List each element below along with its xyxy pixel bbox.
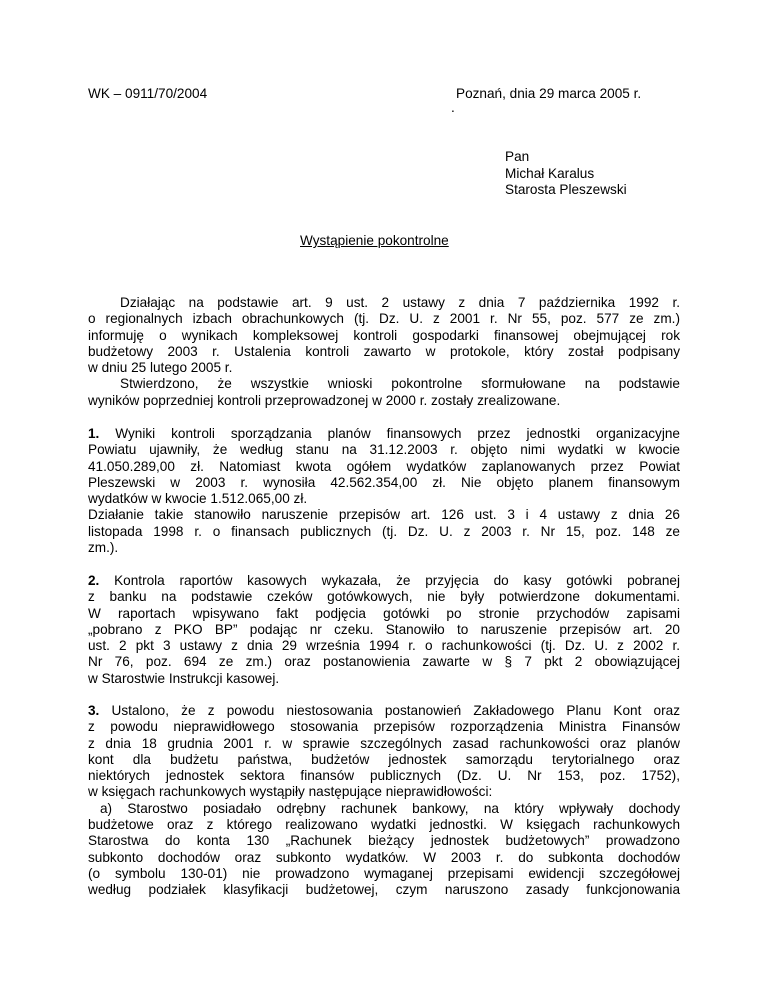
text-line: według podziałek klasyfikacji budżetowej, czym naruszono zasady funkcjonowania (88, 882, 680, 898)
text-line: Działając na podstawie art. 9 ust. 2 ustawy z dnia 7 października 1992 r. (120, 295, 680, 310)
section-number: 1. (88, 426, 100, 441)
section-3 (88, 703, 680, 899)
text-line: z dnia 18 grudnia 2001 r. w sprawie szczególnych zasad rachunkowości oraz planów (88, 735, 680, 751)
text-line: ust. 2 pkt 3 ustawy z dnia 29 września 1994 r. o rachunkowości (tj. Dz. U. z 2002 r. (88, 638, 680, 654)
text-line: 1. Wyniki kontroli sporządzania planów finansowych przez jednostki organizacyjne (88, 426, 680, 441)
text-line: listopada 1998 r. o finansach publicznych (tj. Dz. U. z 2003 r. Nr 15, poz. 148 ze (88, 523, 680, 539)
intro-paragraph (88, 295, 680, 409)
text-line: „pobrano z PKO BP” podając nr czeku. Stanowiło to naruszenie przepisów art. 20 (88, 621, 680, 637)
text-line: z banku na podstawie czeków gotówkowych, nie były potwierdzone dokumentami. (88, 589, 680, 605)
text-line: (o symbolu 130-01) nie prowadzono wymaganej przepisami ewidencji szczegółowej (88, 865, 680, 881)
text-line: Nr 76, poz. 694 ze zm.) oraz postanowienia zawarte w § 7 pkt 2 obowiązującej (88, 654, 680, 670)
section-number: 3. (88, 703, 100, 718)
text-line: niektórych jednostek sektora finansów publicznych (Dz. U. Nr 153, poz. 1752), (88, 768, 680, 784)
section-2 (88, 573, 680, 687)
text-line: Działanie takie stanowiło naruszenie przepisów art. 126 ust. 3 i 4 ustawy z dnia 26 (88, 507, 680, 523)
text-line: kont dla budżetu państwa, budżetów jednostek samorządu terytorialnego oraz (88, 751, 680, 767)
text-line: Starostwa do konta 130 „Rachunek bieżący jednostek budżetowych” prowadzono (88, 833, 680, 849)
text-line: 2. Kontrola raportów kasowych wykazała, że przyjęcia do kasy gotówki pobranej (88, 573, 680, 588)
text-line: o regionalnych izbach obrachunkowych (tj. Dz. U. z 2001 r. Nr 55, poz. 577 ze zm.) (88, 311, 680, 327)
text-line: wyników poprzedniej kontroli przeprowadzonej w 2000 r. zostały zrealizowane. (88, 392, 561, 408)
place-and-date: Poznań, dnia 29 marca 2005 r. (456, 86, 642, 101)
addressee-position: Starosta Pleszewski (505, 182, 627, 197)
section-1 (88, 426, 680, 556)
text-line: Powiatu ujawniły, że według stanu na 31.12.2003 r. objęto nimi wydatki w kwocie (88, 442, 680, 458)
text-line: Pleszewski w 2003 r. wynosiła 42.562.354,00 zł. Nie objęto planem finansowym (88, 474, 680, 490)
text-line: 41.050.289,00 zł. Natomiast kwota ogółem wydatków zaplanowanych przez Powiat (88, 458, 680, 474)
text-line: subkonto dochodów oraz subkonto wydatków. W 2003 r. do subkonta dochodów (88, 849, 680, 865)
text-line: z powodu nieprawidłowego stosowania przepisów rozporządzenia Ministra Finansów (88, 719, 680, 735)
addressee-name: Michał Karalus (505, 166, 595, 181)
text-line: a) Starostwo posiadało odrębny rachunek bankowy, na który wpływały dochody (100, 800, 680, 816)
text-line: w Starostwie Instrukcji kasowej. (88, 670, 280, 686)
document-reference: WK – 0911/70/2004 (88, 86, 208, 101)
text-line: budżetowe oraz z którego realizowano wydatki jednostki. W księgach rachunkowych (88, 817, 680, 833)
stray-dot: . (451, 100, 455, 115)
text-line: W raportach wpisywano fakt podjęcia gotówki po stronie przychodów zapisami (88, 605, 680, 621)
text-line: budżetowy 2003 r. Ustalenia kontroli zawarto w protokole, który został podpisany (88, 343, 680, 359)
text-line: zm.). (88, 540, 119, 556)
text-line: informuję o wynikach kompleksowej kontroli gospodarki finansowej obejmującej rok (88, 327, 680, 343)
text-line: w księgach rachunkowych wystąpiły następujące nieprawidłowości: (88, 784, 493, 800)
text-line: w dniu 25 lutego 2005 r. (88, 360, 233, 376)
addressee-salutation: Pan (505, 149, 530, 164)
text-line: wydatków w kwocie 1.512.065,00 zł. (88, 491, 308, 507)
text-line: 3. Ustalono, że z powodu niestosowania postanowień Zakładowego Planu Kont oraz (88, 703, 680, 718)
section-number: 2. (88, 573, 100, 588)
document-title: Wystąpienie pokontrolne (300, 233, 449, 248)
text-line: Stwierdzono, że wszystkie wnioski pokontrolne sformułowane na podstawie (120, 376, 680, 392)
